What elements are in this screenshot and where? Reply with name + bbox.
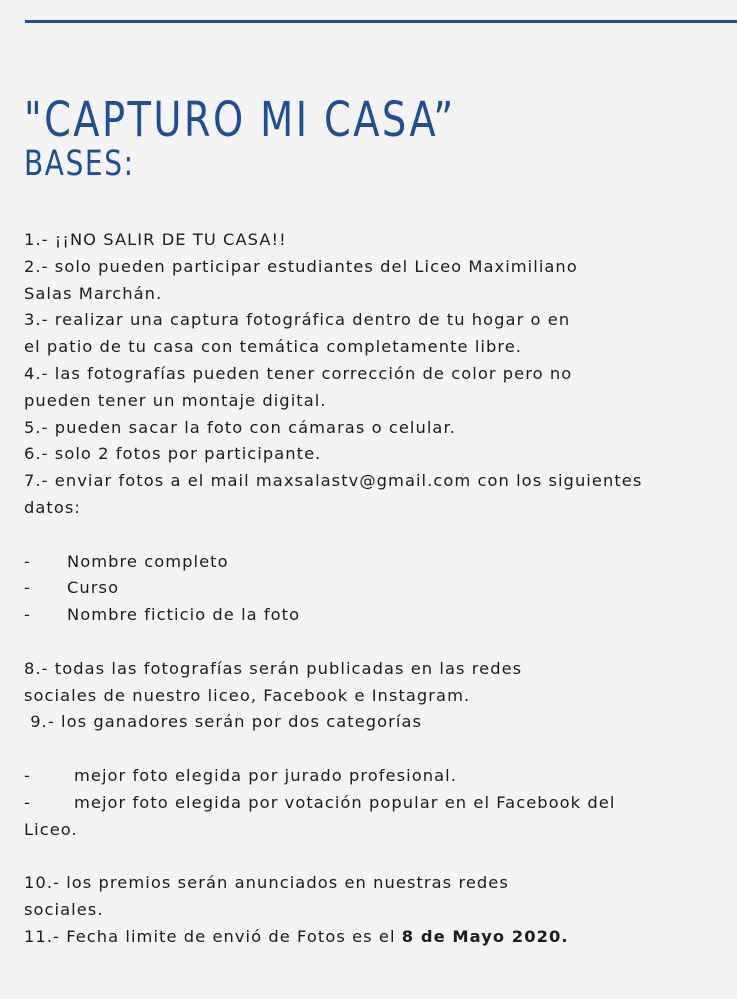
category-label: mejor foto elegida por jurado profesional. [74,765,457,785]
data-field-label: Nombre completo [67,551,229,571]
rule-6: 6.- solo 2 fotos por participante. [24,444,322,464]
rule-10-line-1: 10.- los premios serán anunciados en nuestras redes [24,873,509,893]
rule-10-line-2: sociales. [24,899,104,919]
rule-8-line-1: 8.- todas las fotografías serán publicadas en las redes [24,658,523,678]
page-title: "CAPTURO MI CASA” [24,92,456,148]
rule-4-line-2: pueden tener un montaje digital. [24,390,327,410]
rule-8-line-2: sociales de nuestro liceo, Facebook e Instagram. [24,685,471,705]
rule-7-line-2: datos: [24,497,81,517]
top-divider [25,20,737,23]
category-label: mejor foto elegida por votación popular en el Facebook del [74,792,616,812]
list-item [24,763,737,790]
list-item [24,549,737,576]
rule-9: 9.- los ganadores serán por dos categorías [30,712,423,732]
rule-3-line-2: el patio de tu casa con temática completamente libre. [24,337,523,357]
dash: - [24,551,31,571]
rule-1: 1.- ¡¡NO SALIR DE TU CASA!! [24,230,287,249]
rule-7-line-1: 7.- enviar fotos a el mail maxsalastv@gmail.com con los siguientes [24,471,643,491]
data-field-label: Curso [67,578,120,598]
data-field-label: Nombre ficticio de la foto [67,605,301,625]
dash: - [24,792,31,812]
rule-5: 5.- pueden sacar la foto con cámaras o celular. [24,417,456,437]
rule-11-text: 11.- Fecha limite de envió de Fotos es el [24,926,402,946]
category-label-continued: Liceo. [24,819,78,839]
rule-3-line-1: 3.- realizar una captura fotográfica dentro de tu hogar o en [24,310,571,330]
rule-11 [24,924,737,951]
dash: - [24,578,31,598]
rule-4-line-1: 4.- las fotografías pueden tener corrección de color pero no [24,363,573,383]
page-subtitle: BASES: [24,144,135,184]
dash: - [24,765,31,785]
header [24,90,564,184]
rules-list [24,227,737,951]
dash: - [24,605,31,625]
list-item [24,575,737,602]
list-item [24,790,737,817]
rule-2-line-2: Salas Marchán. [24,283,163,303]
rule-2-line-1: 2.- solo pueden participar estudiantes del Liceo Maximiliano [24,256,578,276]
deadline-date: 8 de Mayo 2020. [401,926,569,946]
list-item [24,602,737,629]
